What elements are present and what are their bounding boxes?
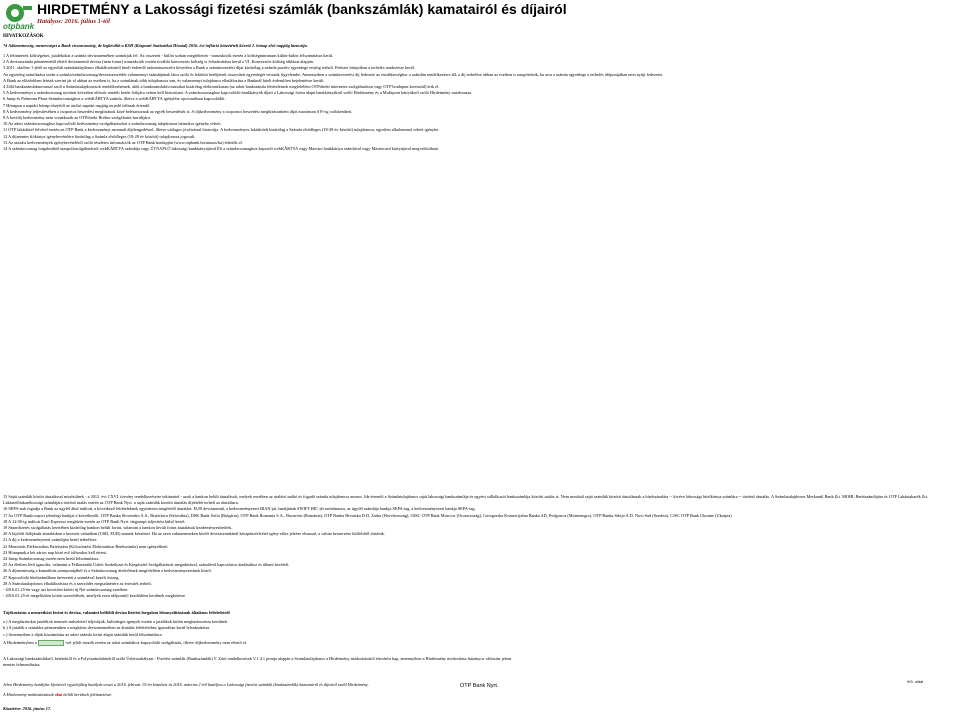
legend-prefix: A Hirdetményben a — [3, 639, 37, 645]
reference-line: 24 Jump Számlacsomag esetén nem kerül felszámításra. — [3, 556, 100, 562]
reference-line: 12 A díjmentes fiókártya igénybevételére kizárólag a Számla elsődleges (18-28 év közötti) tulajdonosa jogosult. — [3, 133, 196, 139]
reference-line: 15 Saját számlák között átutalással minősülnek - a 2012. évi CXVI. törvény rendelkezéseire tekintettel - azok a bankon belüli átutalások, melyek esetében az utaláist indító és fogadó számla tulajdonosa azonos. Ide értendő a Számlatulajdonos saját lakossági bankszámlája és egyéni vállalkozói bankszámlája közötti utalás is. Nem minősül saját számlák közötti átutalásnak a hitelszámlára -- kivéve lakossági hitelkártya számlára -- történő átutalás. A Számlatulajdonos Merkantil Bank Zrt. MOHL Betétszámlájára és OTP Lakástakarék Zrt. Lakástelőtakarékossági számlájára történő utalás esetén az OTP Bank Nyrt. a saját számlák közötti átutalás díjtételét terheli az átutalásra. — [3, 494, 929, 506]
condition-b: b.) A jutalék a számlára pénznemben a megbízás devizanemeiben az átutalás feltételeihez igazodóan kerül felszámításra. — [3, 625, 211, 631]
reference-line: 25 Az életben lévő igazolás, valamint a Felhasználó Üzleti Szabályzat és Kiegészítő Szolgáltatások megadásával, számlával kapcsolatos átadásához és állami bevételt. — [3, 562, 290, 568]
reference-line: 16 SEPA-nak fogadja a Bank az ügyfél által indított, a következő feltételeknek együttesen megfelelő átutalást: EUR devizanemű, a kedvezményezett IBAN-ját, bankjának SWIFT BIC-jét tartalmazza, az ügyfél számlája bankja SEPA-tag, a kedvezményezett bankja SEPA-tag. — [3, 506, 476, 512]
reference-list-b — [3, 494, 943, 599]
page-number: 9/9. oldal — [907, 679, 924, 684]
reference-line: 11 OTP lakáshitel felvétel esetén az OTP Bank a kedvezményt azonnali díjelengedéssel, illetve utólagos jóváírással biztosítja. A kedvezményes lakáshitelt kizárólag a Számla elsődleges (18-28 év közötti) tulajdonosa, egyetlen alkalommal veheti igénybe. — [3, 127, 440, 133]
reference-line: 4 Zöld bankszámlaknovantal szolt a Számlatulajdonosok rendelkezhetnek, akik a bankszámlakivonataikat kizárólag elektronikusan (az adott bankszámla feltételeinek megfelelően OTPdirekt internetes szolgáltatáson vagy OTP honlapon keresztül) érik el. — [3, 84, 440, 90]
repeal-notice: Jelen Hirdetmény hatályba lépésével egyidejűleg hatályát veszti a 2016. február 15-én közzétett és 2016. március 1-től hatályos a Lakossági fizetési számlák (bankszámlák) kamatairól és díjairól szóló Hirdetmény. — [3, 682, 369, 688]
reference-line: - 2016.01.25-ét megelőzően kötött szerződések, amelyek ezen időponttól kezdődően kerülnek megkötésre — [3, 593, 186, 599]
modification-suffix: belüli kerülnek feltüntetésre. — [63, 691, 113, 697]
publication-date: Közzétéve: 2016. június 17. — [3, 705, 52, 711]
reference-line: 7 Hónapon a naptári hónap elsejétől az utolsó naptári napjáig terjedő időszak értendő. — [3, 102, 151, 108]
reference-line: A Bank az előzőekben leírtak szerint jár el abban az esetben is, ha a számlának több tulajdonosa van, és valamennyi tulajdonos elhalálozása a Banknál hitelt érdemlően bejelentésre került. — [3, 77, 325, 83]
reference-line: 18 A 12:00-ig indított Euró Expressz megbízás esetén az OTP Bank Nyrt. tárgynapi teljesítést külső kezel. — [3, 518, 186, 524]
reference-line: 3 2011. október 1-jétől az egyedüli számlatulajdonos elhalálozásáról hitelt érdemlő tudomásszerzést követően a Bank a számlavezetési díjat kizárólag a számla pozitív egyenlege erejéig terheli. Fedezet hiányában a terhelés rendezésre kerül. — [3, 65, 415, 71]
terms-notice: A Lakossági bankszámlákról, betétekről és a Folyószámlahitelről szóló Üzletszabályzat - Fizetési számlák (Bankszámlák) V. Záró rendelkezések V.1.4.1 pontja alapján a Számlatulajdonos a Hirdetmény módosításáról értesítést kap, amennyiben a Hirdetmény módosítása hátrányos változást jelent. — [3, 656, 513, 662]
reference-line: - 2016.01.25-én vagy azt követően kötött új Net számlacsomag esetében — [3, 587, 128, 593]
reference-line: 14 A számlacsomag forgalmából utaspoliszolgáltatásról webKÁRTYA számlája vagy ÚTNAPLÓ lakossági bankkártyájával ÉS a számlacsomaghoz kapcsolt webKÁRTYA vagy Maestro bankkártya számlával vagy Mastercard kártyájával megvalósítható. — [3, 146, 440, 152]
condition-c: c.) Amennyiben a díjak kiszámítása az adott számla forint alapú számlák kerül felszámításra. — [3, 631, 163, 637]
reference-line: 22 Memóriás Elektronikus Betétszám (Kölcsönzési Elektronikus Betétszámla) nem igényelhető. — [3, 543, 169, 549]
reference-line: 9 A havidíj kedvezmény nem vonatkozik az OTPdirekt Bróker szolgáltatás havidíjára. — [3, 115, 151, 121]
section-heading: HIVATKOZÁSOK — [3, 34, 44, 39]
reference-line: 26 A díjmentesség a kamatlírás szempontjából és a Számlacsomag átvételének megfelelően a kedvezményezettnek közöl. — [3, 568, 212, 574]
reference-line: 6 Jump és Prémium Plusz Számlacsomaghoz a webKÁRTYA számla, illetve a webKÁRTYA igénylése opcionálisan kapcsolódik. — [3, 96, 226, 102]
reference-line: 19 Smartfizetés szolgáltatás keretében kizárólag bankon belüli forint, valamint a bankon kívüli forint átutalások kezdeményezhetőek. — [3, 525, 233, 531]
reference-line: 13 Az utazási kedvezmények igénybevételéről szóló részletes információk az OTP Bank honlapján (www.otpbank.hu/utazas/hu) érhetők el. — [3, 139, 243, 145]
footer-company: OTP Bank Nyrt. — [460, 683, 499, 689]
reference-line: 1 A feltüntetett költségeket, jutalékokat a számla devizanemében számítjuk fel. Az összetett - külön sorban megfeltetett - tranzakciók esetén a költségminimum külön-külön felszámításra kerül. — [3, 53, 334, 58]
reference-line: 2 A devizaszámla pénznemétől eltérő devizanemű deviza (nem forint) tranzakciók esetén további konverziós költség is felszámításra kerül a VI. Konverziós költség táblázat alapján. — [3, 59, 314, 65]
page-title: HIRDETMÉNY a Lakossági fizetési számlák (bankszámlák) kamatairól és díjairól — [37, 1, 567, 17]
conditions-heading: Tájékoztatás a nemzetközi forint és deviza, valamint belföldi deviza fizetési forgalom lebonyolításának általános feltételeiről — [3, 610, 230, 615]
footnote-4: *4 Adómentesség, mentességet a Bank visszavonásig, de legkésőbb a KSH (Központi Statisztikai Hivatal) 2016. évi infláció közzétételt követő 2. hónap első napjáig biztosítja. — [3, 43, 308, 48]
reference-list-c — [3, 610, 943, 712]
legend-swatch — [38, 640, 64, 646]
reference-line: 5 A kedvezményt a számlacsomag nyitását követően előszőr rendelt betéti fiókjára vetten kell biztosítani. A számlacsomaghoz kapcsolódó bankkártyák díjait a Lakossági forint alapú bankkártyákról szóló Hirdetmény és a Multipont kártyákról szóló Hirdetmény tartalmazza. — [3, 90, 473, 96]
reference-line: 28 A Számlatulajdonos elhalálozására és a szerződés megszűnésére az értesítés terheli. — [3, 580, 152, 586]
logo-text: otpbank — [3, 22, 35, 31]
legend-suffix: -vel jelölt mezők esetén az adott számlához kapcsolódó szolgáltatás, illetve díjkedvezmény nem érhető el. — [64, 639, 248, 645]
reference-line: 17 Az OTP Bankcsoport jelenlegi bankjai a következők: OTP Banka Slovensko A.S., Bratislava (Szlovákia), DSK Bank Sofia (Bulgária), OTP Bank Romania S.A., Bucuresti (Románia), OTP Banka Hrvatska D.D, Zadar (Horvátország), OJSC OTP Bank Moscow (Oroszország), Crnogorska Komercijalna Banka AD, Podgorica (Montenegro), OTP Banka Srbija A.D. Novi Sad (Szerbia), CJSC OTP Bank Ukraine (Ukrajna) — [3, 512, 732, 518]
reference-line: 23 Hónapnak a két zártos nap közé eső időszakot kell érteni. — [3, 549, 107, 555]
condition-a: a.) A megbízásokat jutalékok nemzeti művelettel teljesítjük, különleges igények esetén a jutalékok külön meghatározásra kerülnek. — [3, 619, 229, 625]
reference-line: 27 Kapcsolódó hitelszámlában átvezetett a számlával kezelt összeg. — [3, 574, 120, 580]
reference-line: 20 A kijelölt fiókjának átutalásban a keresett valutában (USD, EUR) tartunk készletet. Ha az ezen valutanemeken kívüli devizaszámlánál készpénzfelvétel igény előre jelzése elmarad, a valuta beszerzése külföldről történik. — [3, 531, 385, 537]
reference-line: Az egyenleg számlázása során a számla/számlacsomag/devizaszerződés valamennyi számlájának látra szóló és lekötött betétjének összesített egyenlegét vesszük figyelembe. Amennyiben a számlavezetési díj fedezete az esedékességkor a számlán rendelkezésre áll, a díj terhelése abban az esetben is megtörténik, ha arra a számla egyenlege a terhelés időpontjában nem nyújt fedezetet. — [3, 71, 664, 77]
terms-notice-cont: mentes felmondására. — [3, 662, 41, 668]
reference-line: 10 Az adott számlacsomaghoz kapcsolódó kedvezmény-szolgáltatásokat a számlacsomag tulajdonosa bármikor igénybe veheti. — [3, 121, 222, 127]
modification-reasons: okai — [54, 691, 63, 697]
reference-line: 21 A díj a kedvezményezett számláján kerül terhelésre. — [3, 537, 98, 543]
reference-line: 8 A kedvezmény teljesítésében a csoportos beszedési megbízások közé beletartoznak az egyéb beszedések is. A díjkedvezmény a csoportos beszedési megbízásonként díjat maximum 0 Ft-ig csökkentheti. — [3, 108, 353, 114]
modification-prefix: A Hirdetmény módosításának — [3, 691, 54, 697]
effective-date: Hatályos: 2016. július 1-től — [37, 18, 110, 25]
reference-list-a — [3, 53, 943, 152]
